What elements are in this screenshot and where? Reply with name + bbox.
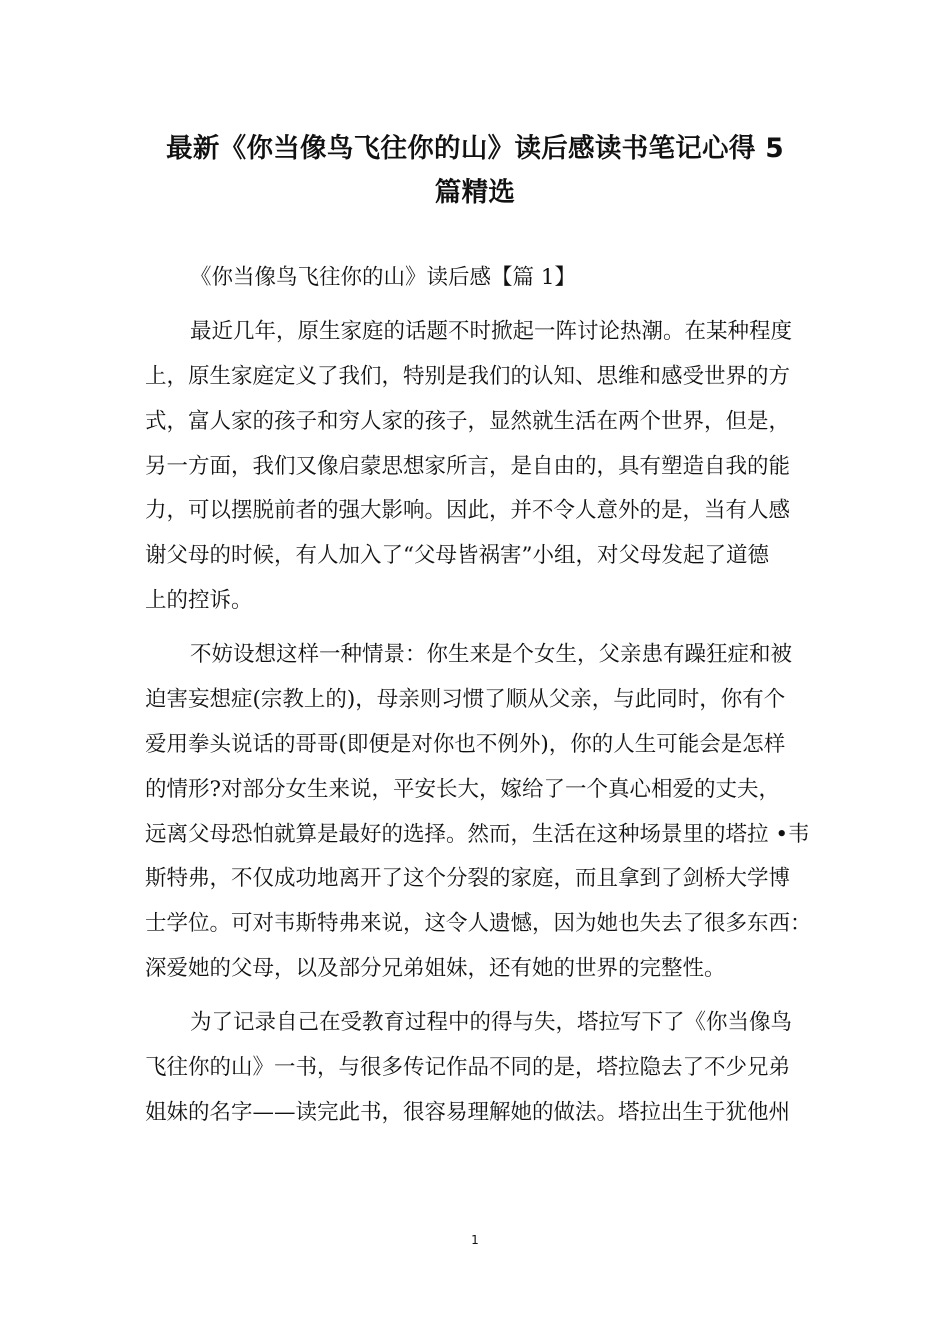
paragraph-line: 为了记录自己在受教育过程中的得与失，塔拉写下了《你当像鸟 [190,1010,793,1036]
page-number: 1 [471,1233,479,1247]
paragraph [145,633,812,991]
paragraph-line: 姐妹的名字——读完此书，很容易理解她的做法。塔拉出生于犹他州 [145,1099,791,1125]
paragraph-line: 力，可以摆脱前者的强大影响。因此，并不令人意外的是，当有人感 [145,498,791,524]
paragraph [145,310,807,624]
paragraph-line: 上的控诉。 [145,588,253,614]
paragraph-line: 最近几年，原生家庭的话题不时掀起一阵讨论热潮。在某种程度 [190,319,793,345]
section-heading: 《你当像鸟飞往你的山》读后感【篇 1】 [190,265,577,290]
paragraph-line: 远离父母恐怕就算是最好的选择。然而，生活在这种场景里的塔拉 •韦 [145,821,810,847]
paragraph-line: 深爱她的父母，以及部分兄弟姐妹，还有她的世界的完整性。 [145,955,726,981]
page-title [140,127,810,215]
paragraph-line: 飞往你的山》一书，与很多传记作品不同的是，塔拉隐去了不少兄弟 [145,1055,791,1081]
paragraph-line: 的情形?对部分女生来说，平安长大，嫁给了一个真心相爱的丈夫， [145,776,781,802]
document-body [145,256,812,1136]
paragraph-line: 斯特弗，不仅成功地离开了这个分裂的家庭，而且拿到了剑桥大学博 [145,866,791,892]
paragraph-line: 谢父母的时候，有人加入了“父母皆祸害”小组，对父母发起了道德 [145,543,769,569]
paragraph [145,1001,807,1135]
paragraph-line: 式，富人家的孩子和穷人家的孩子，显然就生活在两个世界，但是， [145,408,791,434]
paragraph-line: 迫害妄想症(宗教上的)，母亲则习惯了顺从父亲，与此同时，你有个 [145,687,786,713]
title-line: 篇精选 [434,177,516,208]
paragraph-line: 士学位。可对韦斯特弗来说，这令人遗憾，因为她也失去了很多东西： [145,911,812,937]
paragraph-line: 不妨设想这样一种情景：你生来是个女生，父亲患有躁狂症和被 [190,642,793,668]
paragraph-line: 爱用拳头说话的哥哥(即便是对你也不例外)，你的人生可能会是怎样 [145,731,786,757]
paragraph-line: 上，原生家庭定义了我们，特别是我们的认知、思维和感受世界的方 [145,364,791,390]
title-line: 最新《你当像鸟飞往你的山》读后感读书笔记心得 5 [166,133,784,164]
paragraph-line: 另一方面，我们又像启蒙思想家所言，是自由的，具有塑造自我的能 [145,453,791,479]
